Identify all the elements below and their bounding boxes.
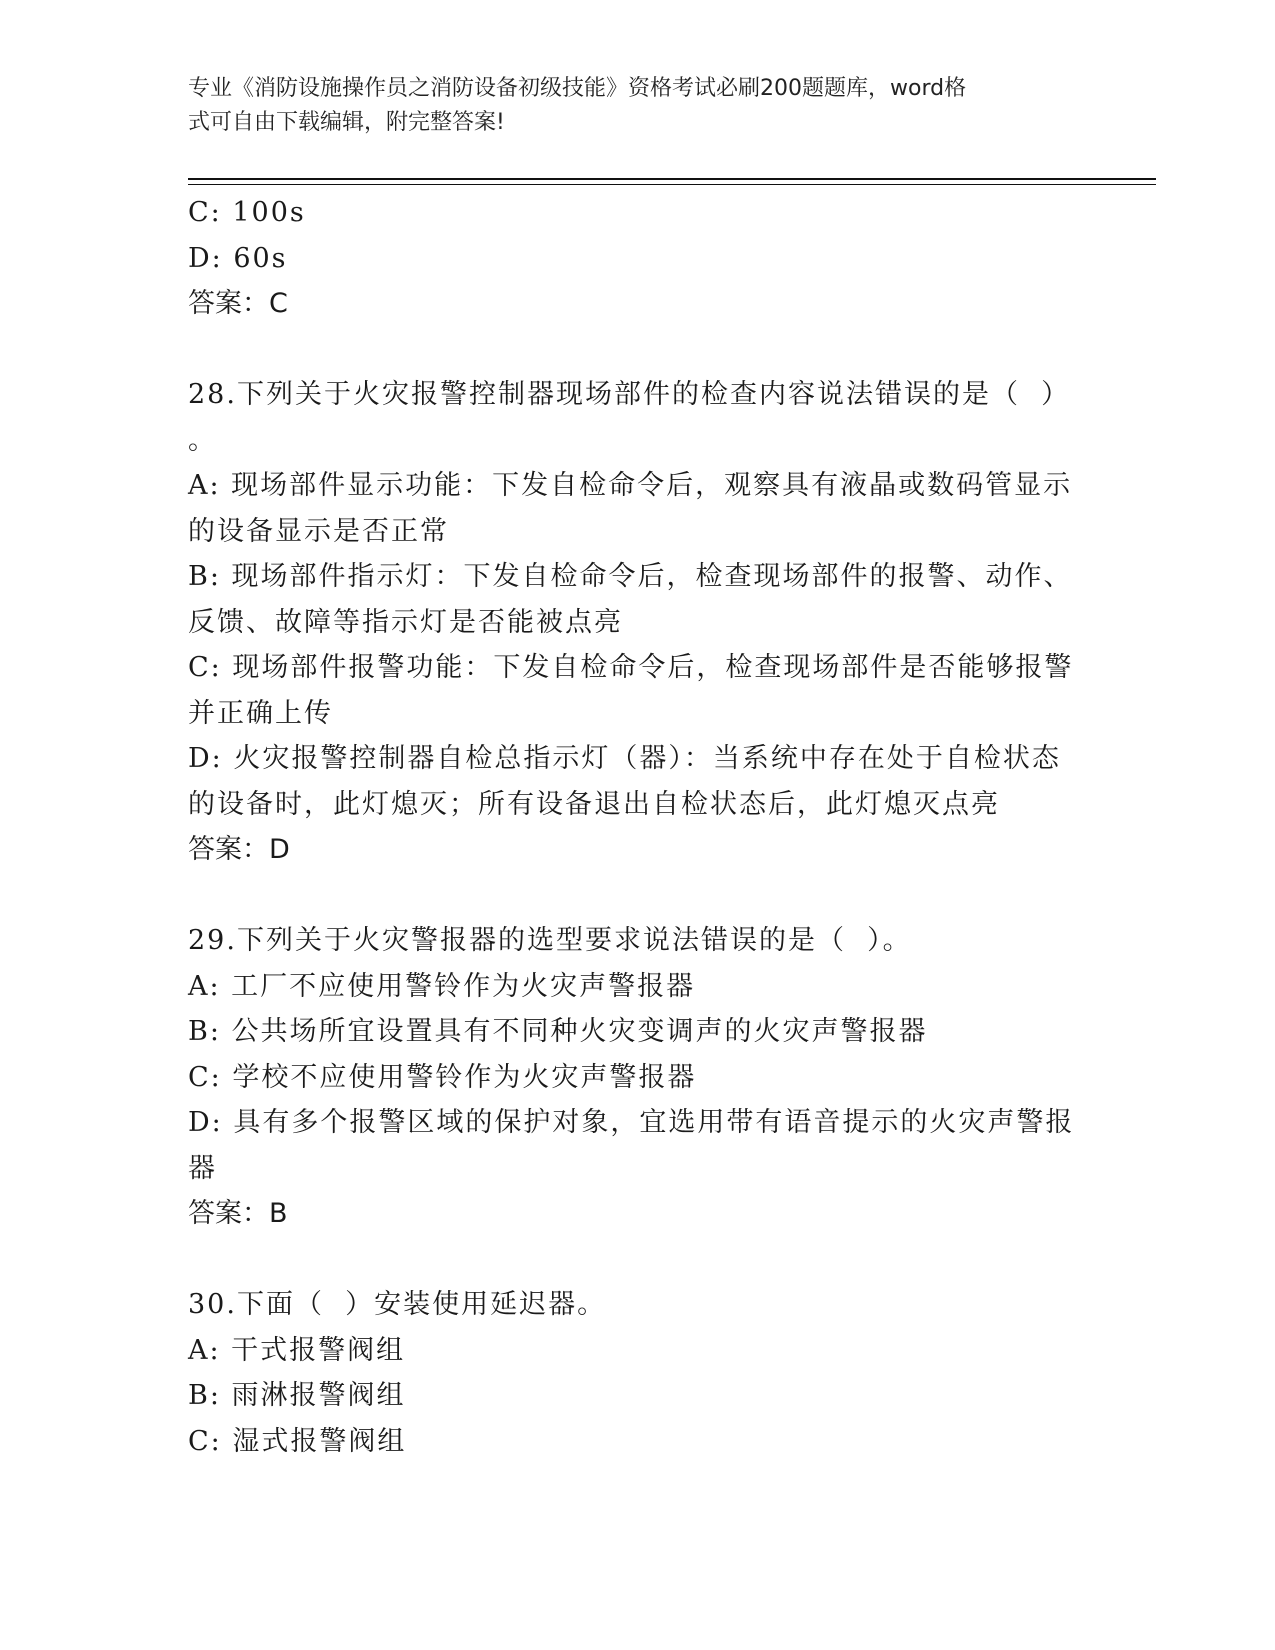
option-a-continued: 的设备显示是否正常 xyxy=(188,515,449,547)
header-divider-thick xyxy=(188,178,1156,180)
question-30 xyxy=(188,1282,1078,1464)
question-29 xyxy=(188,918,1078,1237)
option-c: C: 湿式报警阀组 xyxy=(188,1425,407,1457)
option-d-continued: 器 xyxy=(188,1152,217,1184)
option-b-continued: 反馈、故障等指示灯是否能被点亮 xyxy=(188,606,623,638)
option-d-continued: 的设备时，此灯熄灭；所有设备退出自检状态后，此灯熄灭点亮 xyxy=(188,788,1000,820)
option-a: A: 现场部件显示功能：下发自检命令后，观察具有液晶或数码管显示 xyxy=(188,470,1073,501)
option-b: B: 雨淋报警阀组 xyxy=(188,1380,406,1411)
header-title-line-1: 专业《消防设施操作员之消防设备初级技能》资格考试必刷200题题库，word格 xyxy=(188,76,967,101)
question-28 xyxy=(188,372,1078,873)
spacer xyxy=(188,873,1078,919)
option-c-continued: 并正确上传 xyxy=(188,697,333,729)
option-d: D: 火灾报警控制器自检总指示灯（器）：当系统中存在处于自检状态 xyxy=(188,743,1061,774)
answer: 答案：D xyxy=(188,834,290,865)
question-stem: 30.下面（ ）安装使用延迟器。 xyxy=(188,1289,607,1320)
option-c: C: 100s xyxy=(188,197,306,228)
answer: 答案：B xyxy=(188,1198,288,1229)
question-stem: 29.下列关于火灾警报器的选型要求说法错误的是（ ）。 xyxy=(188,925,912,956)
option-c: C: 现场部件报警功能：下发自检命令后，检查现场部件是否能够报警 xyxy=(188,652,1074,683)
header-title-line-2: 式可自由下载编辑，附完整答案! xyxy=(188,110,505,135)
spacer xyxy=(188,1237,1078,1283)
option-a: A: 工厂不应使用警铃作为火灾声警报器 xyxy=(188,970,696,1002)
question-content xyxy=(188,190,1078,1464)
question-stem: 28.下列关于火灾报警控制器现场部件的检查内容说法错误的是（ ） xyxy=(188,379,1071,410)
document-header xyxy=(188,72,1078,140)
option-b: B: 公共场所宜设置具有不同种火灾变调声的火灾声警报器 xyxy=(188,1016,928,1047)
option-d: D: 60s xyxy=(188,242,288,274)
option-a: A: 干式报警阀组 xyxy=(188,1334,406,1366)
answer: 答案：C xyxy=(188,288,288,319)
option-c: C: 学校不应使用警铃作为火灾声警报器 xyxy=(188,1061,697,1093)
spacer xyxy=(188,327,1078,373)
option-d: D: 具有多个报警区域的保护对象，宜选用带有语音提示的火灾声警报 xyxy=(188,1107,1075,1138)
question-stem-continued: 。 xyxy=(188,424,217,456)
header-divider-thin xyxy=(188,184,1156,185)
option-b: B: 现场部件指示灯：下发自检命令后，检查现场部件的报警、动作、 xyxy=(188,561,1073,592)
question-27 xyxy=(188,190,1078,327)
